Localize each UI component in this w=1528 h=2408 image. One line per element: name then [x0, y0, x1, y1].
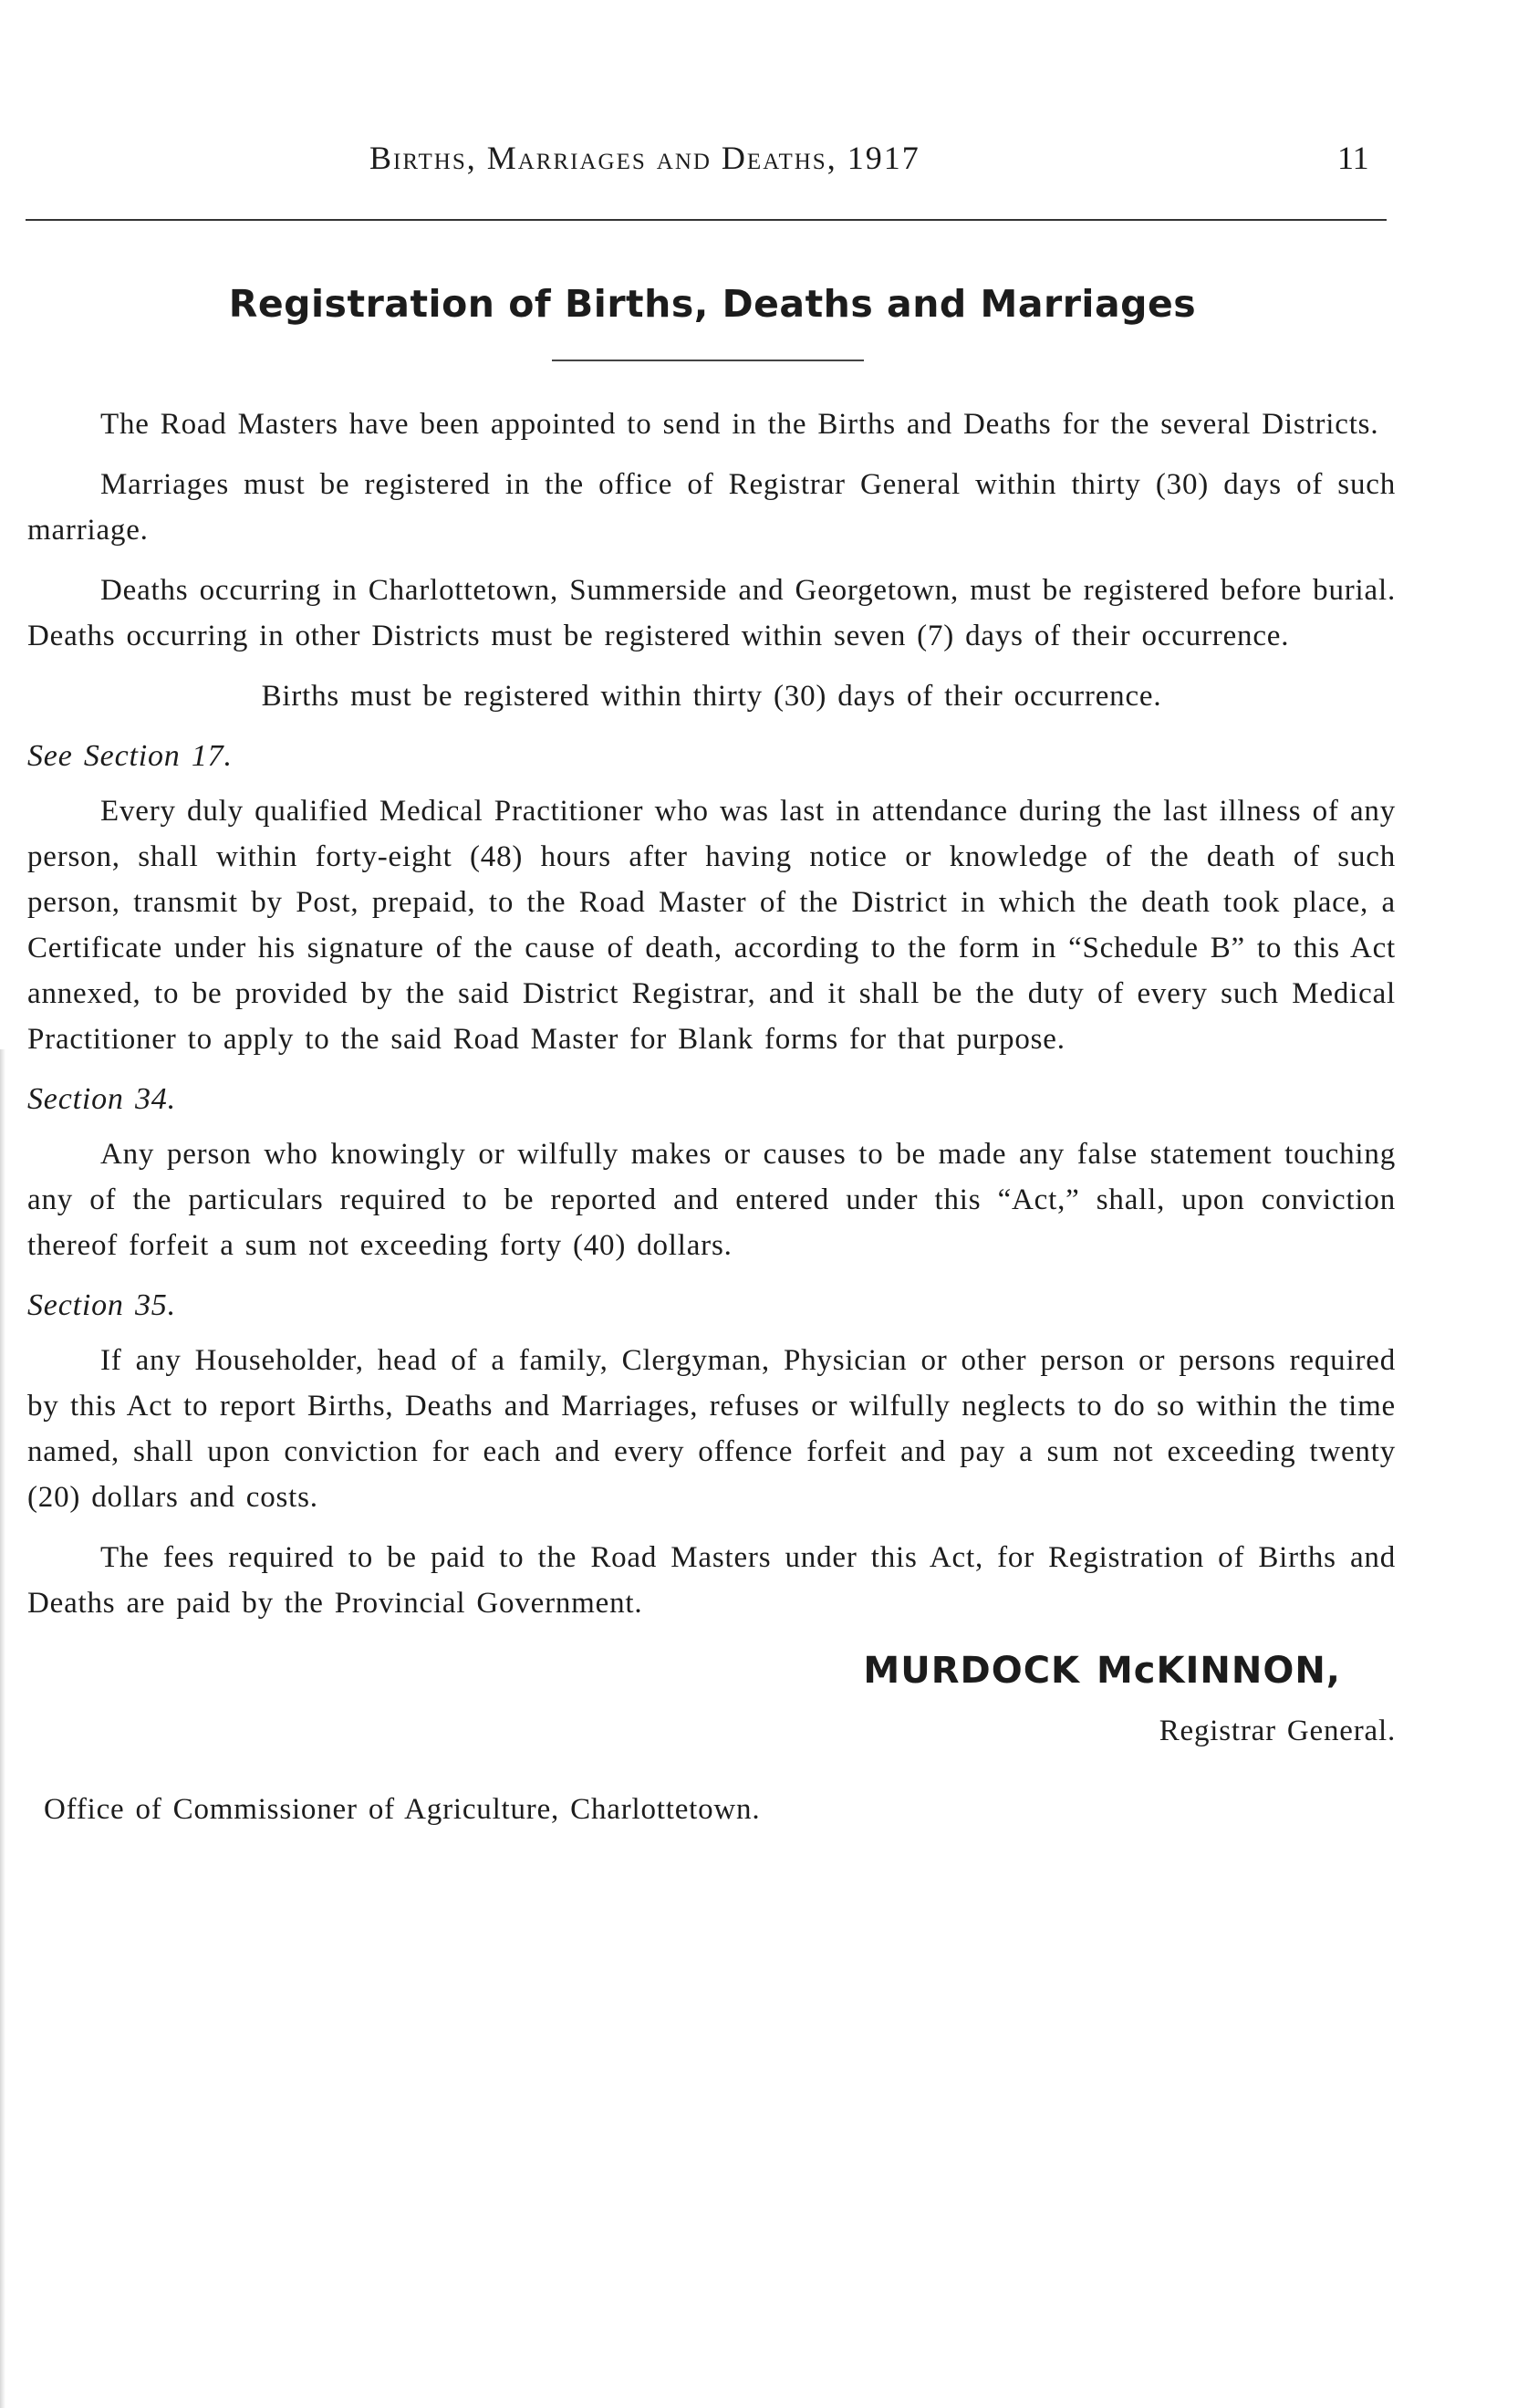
- office-line: Office of Commissioner of Agriculture, Charlottetown.: [44, 1793, 761, 1826]
- running-title: Births, Marriages and Deaths, 1917: [369, 140, 920, 176]
- signature-block: [27, 1648, 1396, 1776]
- signature-name: MURDOCK McKINNON,: [863, 1650, 1341, 1692]
- paragraph-births: Births must be registered within thirty (30) days of their occurrence.: [261, 680, 1162, 713]
- section-35-text: If any Householder, head of a family, Clergyman, Physician or other person or persons required by this Act to report Births, Deaths and Marriages, refuses or wilfully neglects to do so within the time named, shall upon conviction for each and every offence forfeit and pay a sum not exceeding twenty (20) dollars and costs.: [27, 1344, 1396, 1514]
- section-34-text: Any person who knowingly or wilfully makes or causes to be made any false statement touching any of the particulars required to be reported and entered under this “Act,” shall, upon conviction thereof forfeit a sum not exceeding forty (40) dollars.: [27, 1138, 1396, 1262]
- paragraph-marriages: Marriages must be registered in the office of Registrar General within thirty (30) days of such marriage.: [27, 468, 1396, 547]
- page-number: 11: [1337, 140, 1369, 176]
- paragraph-fees: The fees required to be paid to the Road Masters under this Act, for Registration of Births and Deaths are paid by the Provincial Government.: [27, 1541, 1396, 1620]
- document-body: [27, 401, 1396, 1832]
- section-34-label: Section 34.: [27, 1082, 176, 1116]
- section-17-label: See Section 17.: [27, 739, 233, 773]
- signature-title: Registrar General.: [1159, 1715, 1396, 1747]
- page-edge-shadow: [0, 1049, 5, 2408]
- document-title: Registration of Births, Deaths and Marriages: [228, 282, 1197, 327]
- paragraph-deaths: Deaths occurring in Charlottetown, Summerside and Georgetown, must be registered before burial. Deaths occurring in other Districts must be registered within seven (7) days of their occurrence.: [27, 574, 1396, 652]
- title-rule: [552, 360, 864, 361]
- running-head: [0, 139, 1528, 184]
- paragraph-road-masters: The Road Masters have been appointed to send in the Births and Deaths for the several Districts.: [100, 408, 1379, 441]
- section-35-label: Section 35.: [27, 1288, 176, 1322]
- header-rule: [26, 219, 1387, 221]
- section-17-text: Every duly qualified Medical Practitioner who was last in attendance during the last illness of any person, shall within forty-eight (48) hours after having notice or knowledge of the death of such person, transmit by Post, prepaid, to the Road Master of the District in which the death took place, a Certificate under his signature of the cause of death, according to the form in “Schedule B” to this Act annexed, to be provided by the said District Registrar, and it shall be the duty of every such Medical Practitioner to apply to the said Road Master for Blank forms for that purpose.: [27, 795, 1396, 1056]
